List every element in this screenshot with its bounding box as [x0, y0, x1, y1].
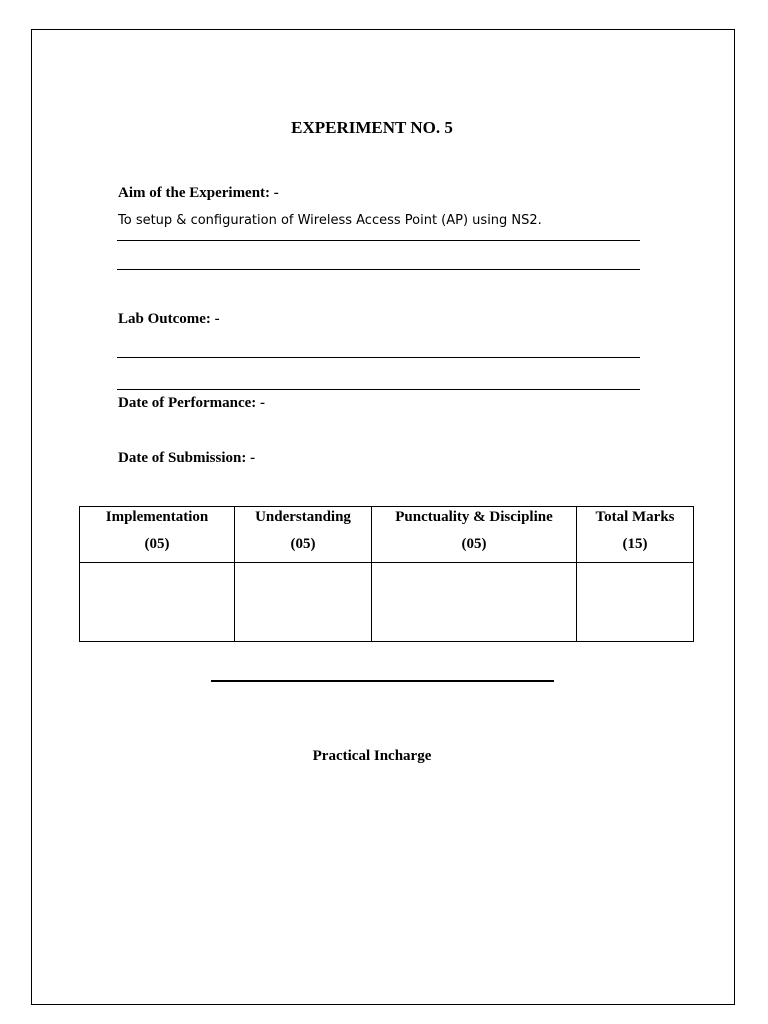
lab-outcome-line-2	[117, 389, 640, 390]
lab-outcome-label: Lab Outcome: -	[118, 311, 220, 327]
punctuality-header: Punctuality & Discipline	[395, 509, 553, 525]
implementation-header-cell	[80, 507, 235, 563]
signature-line	[211, 680, 554, 682]
punctuality-header-cell	[372, 507, 577, 563]
implementation-header: Implementation	[105, 509, 209, 525]
total-marks-max-score: (15)	[622, 536, 648, 552]
date-of-submission-label: Date of Submission: -	[118, 450, 256, 466]
punctuality-max-score: (05)	[461, 536, 487, 552]
total-marks-header: Total Marks	[595, 509, 675, 525]
marks-header-row	[80, 507, 694, 563]
experiment-title: EXPERIMENT NO. 5	[291, 118, 453, 137]
understanding-header: Understanding	[255, 509, 351, 525]
implementation-marks-cell	[80, 563, 235, 642]
understanding-max-score: (05)	[290, 536, 316, 552]
understanding-marks-cell	[235, 563, 372, 642]
aim-line-2	[117, 269, 640, 270]
total-marks-header-cell	[577, 507, 694, 563]
aim-text: To setup & configuration of Wireless Access Point (AP) using NS2.	[118, 213, 542, 228]
lab-outcome-line-1	[117, 357, 640, 358]
marks-entry-row	[80, 563, 694, 642]
date-of-performance-label: Date of Performance: -	[118, 395, 266, 411]
aim-line-1	[117, 240, 640, 241]
understanding-header-cell	[235, 507, 372, 563]
total-marks-cell	[577, 563, 694, 642]
practical-incharge-label: Practical Incharge	[312, 748, 432, 764]
marks-table	[79, 506, 694, 642]
implementation-max-score: (05)	[144, 536, 170, 552]
punctuality-marks-cell	[372, 563, 577, 642]
aim-label: Aim of the Experiment: -	[118, 185, 279, 201]
